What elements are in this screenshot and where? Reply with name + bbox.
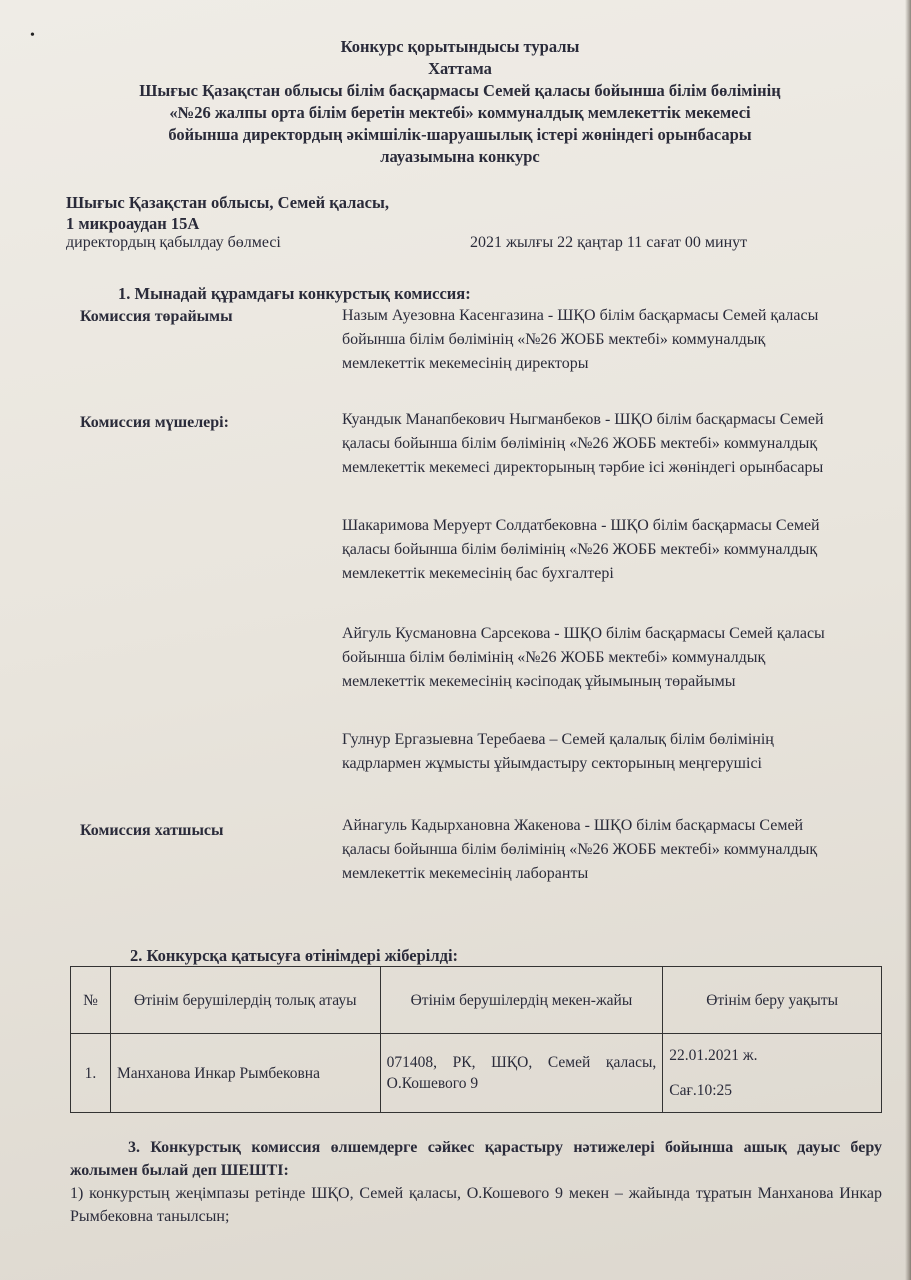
table-row <box>71 1034 882 1113</box>
header-line: лауазымына конкурс <box>380 147 540 166</box>
application-time: Сағ.10:25 <box>669 1082 733 1099</box>
column-header: Өтінім беру уақыты <box>663 967 882 1034</box>
address-line: Шығыс Қазақстан облысы, Семей қаласы, <box>66 193 389 212</box>
meeting-datetime: 2021 жылғы 22 қаңтар 11 сағат 00 минут <box>470 234 748 251</box>
meeting-place-row <box>66 234 826 252</box>
member-text: Айгуль Кусмановна Сарсекова - ШҚО білім басқармасы Семей қаласы бойынша білім бөлімінің «№26 ЖОББ мектебі» коммуналдық мемлекеттік мекемесінің кәсіподақ ұйымының төрайымы <box>342 625 825 690</box>
table-header-row <box>71 967 882 1034</box>
decision-item: 1) конкурстың жеңімпазы ретінде ШҚО, Семей қаласы, О.Кошевого 9 мекен – жайында тұратын Манханова Инкар Рымбековна танылсын; <box>70 1185 882 1225</box>
address-line: 1 микроаудан 15А <box>66 214 200 233</box>
member-text: Куандык Манапбекович Ныгманбеков - ШҚО білім басқармасы Семей қаласы бойынша білім бөлімінің «№26 ЖОББ мектебі» коммуналдық мемлекеттік мекемесі директорының тәрбие ісі жөніндегі орынбасары <box>342 411 824 476</box>
section-3-title: 3. Конкурстық комиссия өлшемдерге сәйкес қарастыру нәтижелері бойынша ашық дауыс беру жолымен былай деп ШЕШТІ: <box>70 1139 882 1179</box>
application-time-cell <box>663 1034 882 1113</box>
secretary-text: Айнагуль Кадырхановна Жакенова - ШҚО білім басқармасы Семей қаласы бойынша білім бөлімінің «№26 ЖОББ мектебі» коммуналдық мемлекеттік мекемесінің лаборанты <box>342 817 818 882</box>
applications-table <box>70 966 882 1113</box>
section-1-title: 1. Мынадай құрамдағы конкурстық комиссия: <box>118 284 471 303</box>
chair-label: Комиссия төрайымы <box>80 308 233 325</box>
section-3 <box>70 1136 882 1228</box>
member-text: Шакаримова Меруерт Солдатбековна - ШҚО білім басқармасы Семей қаласы бойынша білім бөлімінің «№26 ЖОББ мектебі» коммуналдық мемлекеттік мекемесінің бас бухгалтері <box>342 517 820 582</box>
header-subtitle: Хаттама <box>428 59 492 78</box>
application-date: 22.01.2021 ж. <box>669 1047 758 1064</box>
document-header <box>60 36 860 168</box>
header-line: бойынша директордың әкімшілік-шаруашылық істері жөніндегі орынбасары <box>168 125 752 144</box>
section-2-title: 2. Конкурсқа қатысуға өтінімдері жіберілді: <box>130 946 459 965</box>
column-header: Өтінім берушілердің толық атауы <box>110 967 380 1034</box>
meeting-place: директордың қабылдау бөлмесі <box>66 234 281 251</box>
row-number: 1. <box>71 1034 111 1113</box>
page-edge-shadow <box>905 0 911 1280</box>
applicant-name: Манханова Инкар Рымбековна <box>110 1034 380 1113</box>
header-line: Шығыс Қазақстан облысы білім басқармасы Семей қаласы бойынша білім бөлімінің <box>139 81 781 100</box>
scan-mark: • <box>30 28 35 43</box>
secretary-label: Комиссия хатшысы <box>80 822 224 839</box>
applicant-address: 071408, РК, ШҚО, Семей қаласы, О.Кошевого 9 <box>380 1034 663 1113</box>
column-header: Өтінім берушілердің мекен-жайы <box>380 967 663 1034</box>
member-text: Гулнур Ергазыевна Теребаева – Семей қалалық білім бөлімінің кадрлармен жұмысты ұйымдастыру секторының меңгерушісі <box>342 731 774 772</box>
column-header: № <box>71 967 111 1034</box>
header-title: Конкурс қорытындысы туралы <box>340 37 580 56</box>
chair-text: Назым Ауезовна Касенгазина - ШҚО білім басқармасы Семей қаласы бойынша білім бөлімінің «№26 ЖОББ мектебі» коммуналдық мемлекеттік мекемесінің директоры <box>342 307 819 372</box>
members-label: Комиссия мүшелері: <box>80 414 229 431</box>
header-line: «№26 жалпы орта білім беретін мектебі» коммуналдық мемлекеттік мекемесі <box>169 103 751 122</box>
address-block <box>66 192 389 234</box>
